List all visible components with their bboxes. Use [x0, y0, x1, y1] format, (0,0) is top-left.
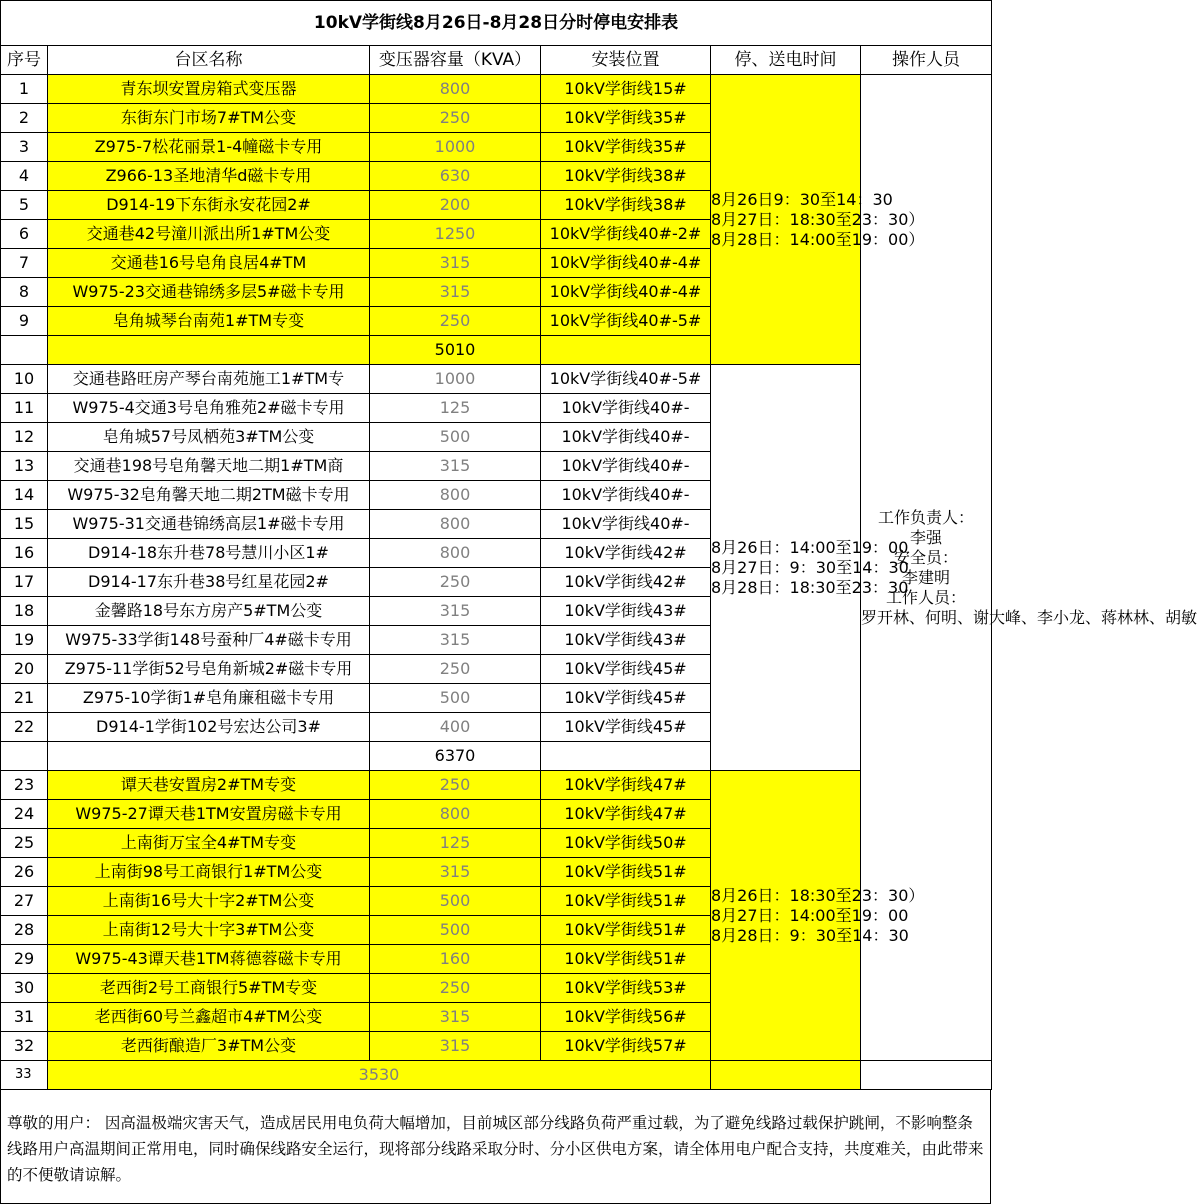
staff-line: 安全员： — [893, 547, 958, 567]
area-name: D914-19下东街永安花园2# — [48, 191, 370, 220]
transformer-capacity: 125 — [370, 394, 541, 423]
transformer-capacity: 400 — [370, 713, 541, 742]
row-index: 13 — [1, 452, 48, 481]
table-row — [1, 771, 992, 800]
transformer-capacity: 250 — [370, 771, 541, 800]
notice-text: 尊敬的用户： 因高温极端灾害天气，造成居民用电负荷大幅增加，目前城区部分线路负荷严重过载，为了避免线路过载保护跳闸，不影响整条线路用户高温期间正常用电，同时确保线路安全运行，现将部分线路采取分时、分小区供电方案，请全体用电户配合支持，共度难关，由此带来的不便敬请谅解。 — [0, 1089, 991, 1204]
area-name: W975-27谭天巷1TM安置房磁卡专用 — [48, 800, 370, 829]
subtotal-row — [1, 1061, 992, 1090]
row-index: 28 — [1, 916, 48, 945]
area-name: 上南街16号大十字2#TM公变 — [48, 887, 370, 916]
subtotal-index — [1, 742, 48, 771]
transformer-capacity: 250 — [370, 655, 541, 684]
outage-time-line: 8月28日：18:30至23：30 — [711, 577, 909, 597]
row-index: 23 — [1, 771, 48, 800]
subtotal-name — [48, 336, 370, 365]
area-name: W975-23交通巷锦绣多层5#磁卡专用 — [48, 278, 370, 307]
outage-time-line: 8月27日：18:30至23：30） — [711, 209, 925, 229]
outage-time-window — [711, 365, 909, 771]
install-location: 10kV学街线40#-4# — [541, 249, 711, 278]
row-index: 2 — [1, 104, 48, 133]
install-location: 10kV学街线40#- — [541, 510, 711, 539]
install-location: 10kV学街线51# — [541, 887, 711, 916]
row-index: 27 — [1, 887, 48, 916]
install-location: 10kV学街线40#-5# — [541, 307, 711, 336]
row-index: 10 — [1, 365, 48, 394]
row-index: 14 — [1, 481, 48, 510]
area-name: 老西街60号兰鑫超市4#TM公变 — [48, 1003, 370, 1032]
install-location: 10kV学街线40#- — [541, 423, 711, 452]
install-location: 10kV学街线40#- — [541, 452, 711, 481]
subtotal-name — [48, 742, 370, 771]
install-location: 10kV学街线43# — [541, 626, 711, 655]
transformer-capacity: 315 — [370, 249, 541, 278]
transformer-capacity: 200 — [370, 191, 541, 220]
install-location: 10kV学街线35# — [541, 104, 711, 133]
transformer-capacity: 125 — [370, 829, 541, 858]
area-name: 东街东门市场7#TM公变 — [48, 104, 370, 133]
transformer-capacity: 500 — [370, 916, 541, 945]
transformer-capacity: 315 — [370, 858, 541, 887]
install-location: 10kV学街线47# — [541, 771, 711, 800]
row-index: 30 — [1, 974, 48, 1003]
install-location: 10kV学街线35# — [541, 133, 711, 162]
install-location: 10kV学街线42# — [541, 568, 711, 597]
outage-time-line: 8月26日9：30至14：30 — [711, 189, 893, 209]
install-location: 10kV学街线51# — [541, 858, 711, 887]
staff-line: 李建明 — [901, 567, 950, 587]
install-location: 10kV学街线40#-4# — [541, 278, 711, 307]
install-location: 10kV学街线57# — [541, 1032, 711, 1061]
transformer-capacity: 315 — [370, 278, 541, 307]
install-location: 10kV学街线47# — [541, 800, 711, 829]
row-index: 25 — [1, 829, 48, 858]
install-location: 10kV学街线40#-5# — [541, 365, 711, 394]
row-index: 3 — [1, 133, 48, 162]
transformer-capacity: 250 — [370, 307, 541, 336]
header-area-name: 台区名称 — [48, 46, 370, 75]
transformer-capacity: 1000 — [370, 133, 541, 162]
install-location: 10kV学街线45# — [541, 655, 711, 684]
area-name: W975-31交通巷锦绣高层1#磁卡专用 — [48, 510, 370, 539]
install-location: 10kV学街线15# — [541, 75, 711, 104]
transformer-capacity: 315 — [370, 597, 541, 626]
outage-time-line: 8月26日：14:00至19：00 — [711, 537, 909, 557]
transformer-capacity: 800 — [370, 800, 541, 829]
transformer-capacity: 800 — [370, 539, 541, 568]
area-name: Z975-10学街1#皂角廉租磁卡专用 — [48, 684, 370, 713]
header-index: 序号 — [1, 46, 48, 75]
outage-time-line: 8月27日：14:00至19：00 — [711, 905, 909, 925]
transformer-capacity: 1250 — [370, 220, 541, 249]
area-name: 交通巷198号皂角馨天地二期1#TM商 — [48, 452, 370, 481]
subtotal-capacity: 5010 — [370, 336, 541, 365]
area-name: D914-18东升巷78号慧川小区1# — [48, 539, 370, 568]
transformer-capacity: 800 — [370, 75, 541, 104]
row-index: 18 — [1, 597, 48, 626]
area-name: 老西街酿造厂3#TM公变 — [48, 1032, 370, 1061]
row-index: 31 — [1, 1003, 48, 1032]
subtotal-location — [541, 742, 711, 771]
table-row — [1, 365, 992, 394]
row-index: 32 — [1, 1032, 48, 1061]
outage-time-line: 8月26日：18:30至23：30） — [711, 885, 925, 905]
install-location: 10kV学街线40#-2# — [541, 220, 711, 249]
area-name: 交通巷路旺房产琴台南苑施工1#TM专 — [48, 365, 370, 394]
area-name: Z975-11学街52号皂角新城2#磁卡专用 — [48, 655, 370, 684]
row-index: 19 — [1, 626, 48, 655]
transformer-capacity: 500 — [370, 887, 541, 916]
table-title: 10kV学街线8月26日-8月28日分时停电安排表 — [1, 1, 992, 46]
outage-time-window — [711, 771, 925, 1061]
area-name: 皂角城57号凤栖苑3#TM公变 — [48, 423, 370, 452]
install-location: 10kV学街线45# — [541, 713, 711, 742]
area-name: Z966-13圣地清华d磁卡专用 — [48, 162, 370, 191]
transformer-capacity: 250 — [370, 104, 541, 133]
row-index: 11 — [1, 394, 48, 423]
area-name: 皂角城琴台南苑1#TM专变 — [48, 307, 370, 336]
area-name: 上南街12号大十字3#TM公变 — [48, 916, 370, 945]
outage-time-window — [711, 75, 925, 365]
transformer-capacity: 500 — [370, 684, 541, 713]
install-location: 10kV学街线43# — [541, 597, 711, 626]
subtotal-index: 33 — [1, 1061, 48, 1090]
staff-line: 罗开林、何明、谢大峰、李小龙、蒋林林、胡敏 — [861, 607, 1197, 627]
subtotal-capacity: 3530 — [48, 1061, 711, 1090]
time-filler — [711, 1061, 861, 1090]
area-name: W975-32皂角馨天地二期2TM磁卡专用 — [48, 481, 370, 510]
install-location: 10kV学街线40#- — [541, 481, 711, 510]
header-time: 停、送电时间 — [711, 46, 861, 75]
row-index: 16 — [1, 539, 48, 568]
transformer-capacity: 250 — [370, 568, 541, 597]
area-name: W975-4交通3号皂角雅苑2#磁卡专用 — [48, 394, 370, 423]
transformer-capacity: 800 — [370, 481, 541, 510]
area-name: 交通巷42号潼川派出所1#TM公变 — [48, 220, 370, 249]
subtotal-location — [541, 336, 711, 365]
row-index: 29 — [1, 945, 48, 974]
transformer-capacity: 630 — [370, 162, 541, 191]
area-name: 上南街98号工商银行1#TM公变 — [48, 858, 370, 887]
install-location: 10kV学街线40#- — [541, 394, 711, 423]
header-capacity: 变压器容量（KVA） — [370, 46, 541, 75]
install-location: 10kV学街线38# — [541, 162, 711, 191]
area-name: W975-43谭天巷1TM蒋德蓉磁卡专用 — [48, 945, 370, 974]
header-location: 安装位置 — [541, 46, 711, 75]
subtotal-index — [1, 336, 48, 365]
install-location: 10kV学街线38# — [541, 191, 711, 220]
transformer-capacity: 1000 — [370, 365, 541, 394]
outage-time-line: 8月27日：9：30至14：30 — [711, 557, 909, 577]
row-index: 24 — [1, 800, 48, 829]
outage-time-line: 8月28日：14:00至19：00） — [711, 229, 925, 249]
row-index: 4 — [1, 162, 48, 191]
row-index: 5 — [1, 191, 48, 220]
transformer-capacity: 315 — [370, 1003, 541, 1032]
row-index: 21 — [1, 684, 48, 713]
install-location: 10kV学街线42# — [541, 539, 711, 568]
header-row — [1, 46, 992, 75]
row-index: 9 — [1, 307, 48, 336]
transformer-capacity: 315 — [370, 452, 541, 481]
area-name: 交通巷16号皂角良居4#TM — [48, 249, 370, 278]
row-index: 1 — [1, 75, 48, 104]
transformer-capacity: 800 — [370, 510, 541, 539]
staff-line: 工作负责人： — [877, 507, 974, 527]
area-name: 谭天巷安置房2#TM专变 — [48, 771, 370, 800]
area-name: D914-1学街102号宏达公司3# — [48, 713, 370, 742]
install-location: 10kV学街线51# — [541, 916, 711, 945]
row-index: 12 — [1, 423, 48, 452]
staff-line: 工作人员： — [885, 587, 966, 607]
transformer-capacity: 250 — [370, 974, 541, 1003]
area-name: D914-17东升巷38号红星花园2# — [48, 568, 370, 597]
staff-filler — [861, 1061, 992, 1090]
transformer-capacity: 315 — [370, 1032, 541, 1061]
row-index: 22 — [1, 713, 48, 742]
area-name: 青东坝安置房箱式变压器 — [48, 75, 370, 104]
area-name: 上南街万宝全4#TM专变 — [48, 829, 370, 858]
subtotal-capacity: 6370 — [370, 742, 541, 771]
install-location: 10kV学街线53# — [541, 974, 711, 1003]
transformer-capacity: 160 — [370, 945, 541, 974]
row-index: 15 — [1, 510, 48, 539]
outage-time-line: 8月28日：9：30至14：30 — [711, 925, 909, 945]
row-index: 8 — [1, 278, 48, 307]
row-index: 26 — [1, 858, 48, 887]
area-name: 老西街2号工商银行5#TM专变 — [48, 974, 370, 1003]
install-location: 10kV学街线51# — [541, 945, 711, 974]
row-index: 17 — [1, 568, 48, 597]
transformer-capacity: 315 — [370, 626, 541, 655]
table-row — [1, 75, 992, 104]
header-staff: 操作人员 — [861, 46, 992, 75]
transformer-capacity: 500 — [370, 423, 541, 452]
area-name: W975-33学街148号蚕种厂4#磁卡专用 — [48, 626, 370, 655]
install-location: 10kV学街线56# — [541, 1003, 711, 1032]
area-name: Z975-7松花丽景1-4幢磁卡专用 — [48, 133, 370, 162]
area-name: 金馨路18号东方房产5#TM公变 — [48, 597, 370, 626]
install-location: 10kV学街线45# — [541, 684, 711, 713]
row-index: 20 — [1, 655, 48, 684]
row-index: 7 — [1, 249, 48, 278]
install-location: 10kV学街线50# — [541, 829, 711, 858]
staff-line: 李强 — [909, 527, 942, 547]
row-index: 6 — [1, 220, 48, 249]
